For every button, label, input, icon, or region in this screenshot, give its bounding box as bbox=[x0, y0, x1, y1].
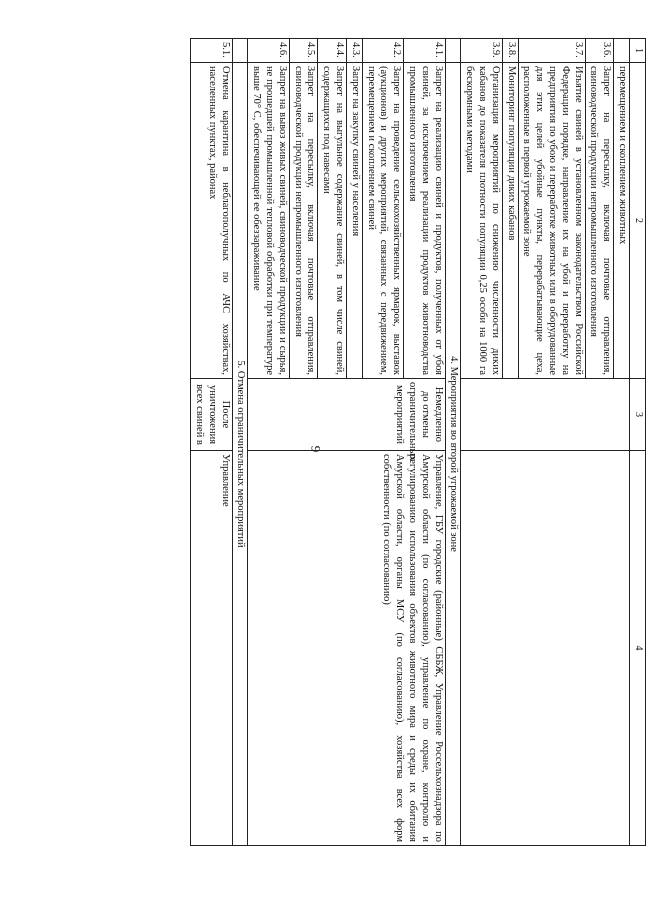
header-cell: 1 bbox=[630, 39, 646, 63]
section-heading-row bbox=[232, 39, 248, 846]
section-heading: 4. Мероприятия во второй угрожаемой зоне bbox=[445, 63, 461, 846]
header-cell: 2 bbox=[630, 63, 646, 379]
row-responsible: Управление, ГБУ городские (районные) СББЖ, Управление Россельхознадзора по Амурской области (по согласованию), управление по охране, контролю и регулированию использования объектов животного мира и среды их обитания Амурской области, органы МСУ (по согласованию), хозяйства всех форм собственности (по согласованию) bbox=[248, 451, 445, 846]
row-text: Организация мероприятий по снижению численности диких кабанов до показателя плотности популяции 0,25 особи на 1000 га бескормными методами bbox=[461, 63, 502, 379]
section-heading: 5. Отмена ограничительных мероприятий bbox=[232, 63, 248, 846]
row-number: 4.2. bbox=[362, 39, 403, 63]
row-text: Запрет на вывоз живых свиней, свиноводческой продукции и сырья, не прошедшей промышленной тепловой обработки при температуре выше 70° С, обеспечивающей ее обеззараживание bbox=[248, 63, 289, 379]
row-text: Запрет на закупку свиней у населения bbox=[347, 63, 363, 379]
measures-table bbox=[190, 38, 646, 846]
row-term: После уничтожения всех свиней в bbox=[191, 379, 232, 451]
row-responsible: Управление bbox=[191, 451, 232, 846]
row-text: Запрет на пересылку, включая почтовые отправления, свиноводческой продукции непромышленного изготовления bbox=[585, 63, 614, 379]
row-number: 4.6. bbox=[248, 39, 289, 63]
row-term: Немедленно до отмены ограничительных мероприятий bbox=[248, 379, 445, 451]
row-text: Отмена карантина в неблагополучных по АЧС хозяйствах, населенных пунктах, районах bbox=[191, 63, 232, 379]
table-row bbox=[191, 39, 232, 846]
row-number: 4.4. bbox=[318, 39, 347, 63]
page-number: 9 bbox=[308, 445, 324, 453]
row-number bbox=[614, 39, 630, 63]
section-heading-row bbox=[445, 39, 461, 846]
row-text: Запрет на выгульное содержание свиней, в том числе свиней, содержащихся под навесами bbox=[318, 63, 347, 379]
row-number: 3.9. bbox=[461, 39, 502, 63]
row-text: Запрет на реализацию свиней и продуктов, полученных от убоя свиней, за исключением реализации продуктов животноводства промышленного изготовления bbox=[404, 63, 445, 379]
row-number: 4.5. bbox=[289, 39, 318, 63]
row-text: перемещением и скоплением животных bbox=[614, 63, 630, 379]
row-number: 4.1. bbox=[404, 39, 445, 63]
header-cell: 3 bbox=[630, 379, 646, 451]
table-row bbox=[614, 39, 630, 846]
row-responsible bbox=[461, 451, 630, 846]
row-number: 3.7. bbox=[518, 39, 585, 63]
row-number: 4.3. bbox=[347, 39, 363, 63]
row-number: 3.8. bbox=[502, 39, 518, 63]
row-term bbox=[461, 379, 630, 451]
row-text: Запрет на пересылку, включая почтовые отправления, свиноводческой продукции непромышленного изготовления bbox=[289, 63, 318, 379]
row-text: Изъятие свиней в установленном законодательством Российской Федерации порядке, направление их на убой и переработку на предприятия по убою и переработке животных или в оборудованные для этих целей убойные пункты, перерабатывающие цеха, расположенные в первой угрожаемой зоне bbox=[518, 63, 585, 379]
row-text: Мониторинг популяции диких кабанов bbox=[502, 63, 518, 379]
table-row bbox=[404, 39, 445, 846]
document-page bbox=[86, 38, 646, 846]
row-number: 3.6. bbox=[585, 39, 614, 63]
header-cell: 4 bbox=[630, 451, 646, 846]
row-number: 5.1. bbox=[191, 39, 232, 63]
row-text: Запрет на проведение сельскохозяйственных ярмарок, выставок (аукционов) и других мероприятий, связанных с передвижением, перемещением и скоплением свиней bbox=[362, 63, 403, 379]
table-header-row bbox=[630, 39, 646, 846]
